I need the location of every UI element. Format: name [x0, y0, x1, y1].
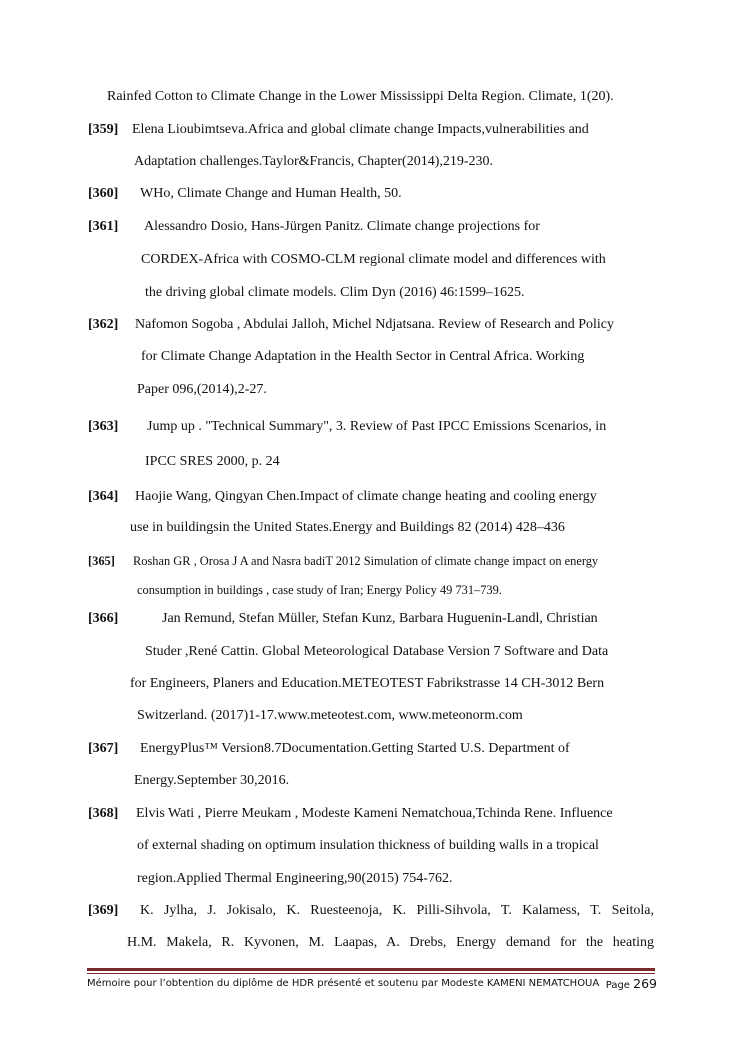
- reference-line: Elvis Wati , Pierre Meukam , Modeste Kameni Nematchoua,Tchinda Rene. Influence: [136, 806, 613, 821]
- reference-line: Paper 096,(2014),2-27.: [137, 382, 267, 397]
- reference-line: Elena Lioubimtseva.Africa and global climate change Impacts,vulnerabilities and: [132, 122, 589, 137]
- reference-line: for Climate Change Adaptation in the Health Sector in Central Africa. Working: [141, 349, 585, 364]
- reference-line: IPCC SRES 2000, p. 24: [145, 454, 280, 469]
- reference-line: consumption in buildings , case study of Iran; Energy Policy 49 731–739.: [137, 583, 502, 597]
- page-label: Page: [605, 980, 630, 991]
- reference-line: Jan Remund, Stefan Müller, Stefan Kunz, Barbara Huguenin-Landl, Christian: [162, 611, 598, 626]
- reference-line: Haojie Wang, Qingyan Chen.Impact of climate change heating and cooling energy: [135, 489, 597, 504]
- reference-number: [359]: [88, 122, 119, 137]
- reference-line: Jump up . "Technical Summary", 3. Review of Past IPCC Emissions Scenarios, in: [147, 419, 607, 434]
- reference-number: [366]: [88, 611, 119, 626]
- reference-line: CORDEX-Africa with COSMO-CLM regional climate model and differences with: [141, 252, 606, 267]
- reference-line: the driving global climate models. Clim Dyn (2016) 46:1599–1625.: [145, 285, 525, 300]
- reference-line: Alessandro Dosio, Hans-Jürgen Panitz. Climate change projections for: [144, 219, 540, 234]
- reference-line: Energy.September 30,2016.: [134, 773, 290, 788]
- reference-line: EnergyPlus™ Version8.7Documentation.Getting Started U.S. Department of: [140, 741, 570, 756]
- footer-rule-thick: [87, 968, 655, 971]
- reference-line: WHo, Climate Change and Human Health, 50.: [140, 186, 402, 201]
- reference-line: of external shading on optimum insulation thickness of building walls in a tropical: [137, 838, 599, 853]
- reference-number: [369]: [88, 903, 119, 918]
- reference-line: Roshan GR , Orosa J A and Nasra badiT 2012 Simulation of climate change impact on energy: [133, 554, 599, 568]
- page-footer: [87, 977, 657, 991]
- reference-line: Rainfed Cotton to Climate Change in the Lower Mississippi Delta Region. Climate, 1(20).: [107, 89, 614, 104]
- reference-line: for Engineers, Planers and Education.METEOTEST Fabrikstrasse 14 CH-3012 Bern: [130, 676, 605, 691]
- reference-number: [365]: [88, 554, 115, 568]
- reference-number: [367]: [88, 741, 119, 756]
- reference-line: region.Applied Thermal Engineering,90(2015) 754-762.: [137, 871, 453, 886]
- reference-line: use in buildingsin the United States.Energy and Buildings 82 (2014) 428–436: [130, 520, 565, 535]
- reference-line: K. Jylha, J. Jokisalo, K. Ruesteenoja, K. Pilli-Sihvola, T. Kalamess, T. Seitola,: [140, 903, 654, 918]
- reference-number: [360]: [88, 186, 119, 201]
- reference-line: Nafomon Sogoba , Abdulai Jalloh, Michel Ndjatsana. Review of Research and Policy: [135, 317, 615, 332]
- reference-line: Switzerland. (2017)1-17.www.meteotest.com, www.meteonorm.com: [137, 708, 523, 723]
- reference-number: [362]: [88, 317, 119, 332]
- reference-number: [364]: [88, 489, 119, 504]
- footer-text: Mémoire pour l’obtention du diplôme de HDR présenté et soutenu par Modeste KAMENI NEMATCHOUA: [87, 978, 600, 989]
- reference-line: Adaptation challenges.Taylor&Francis, Chapter(2014),219-230.: [134, 154, 494, 169]
- reference-line: Studer ,René Cattin. Global Meteorological Database Version 7 Software and Data: [145, 644, 609, 659]
- reference-number: [361]: [88, 219, 119, 234]
- reference-number: [363]: [88, 419, 119, 434]
- page-number-label: [606, 977, 657, 993]
- reference-number: [368]: [88, 806, 119, 821]
- page-number: 269: [633, 976, 657, 991]
- footer-rule-thin: [87, 973, 655, 974]
- reference-line: H.M. Makela, R. Kyvonen, M. Laapas, A. Drebs, Energy demand for the heating: [127, 935, 654, 950]
